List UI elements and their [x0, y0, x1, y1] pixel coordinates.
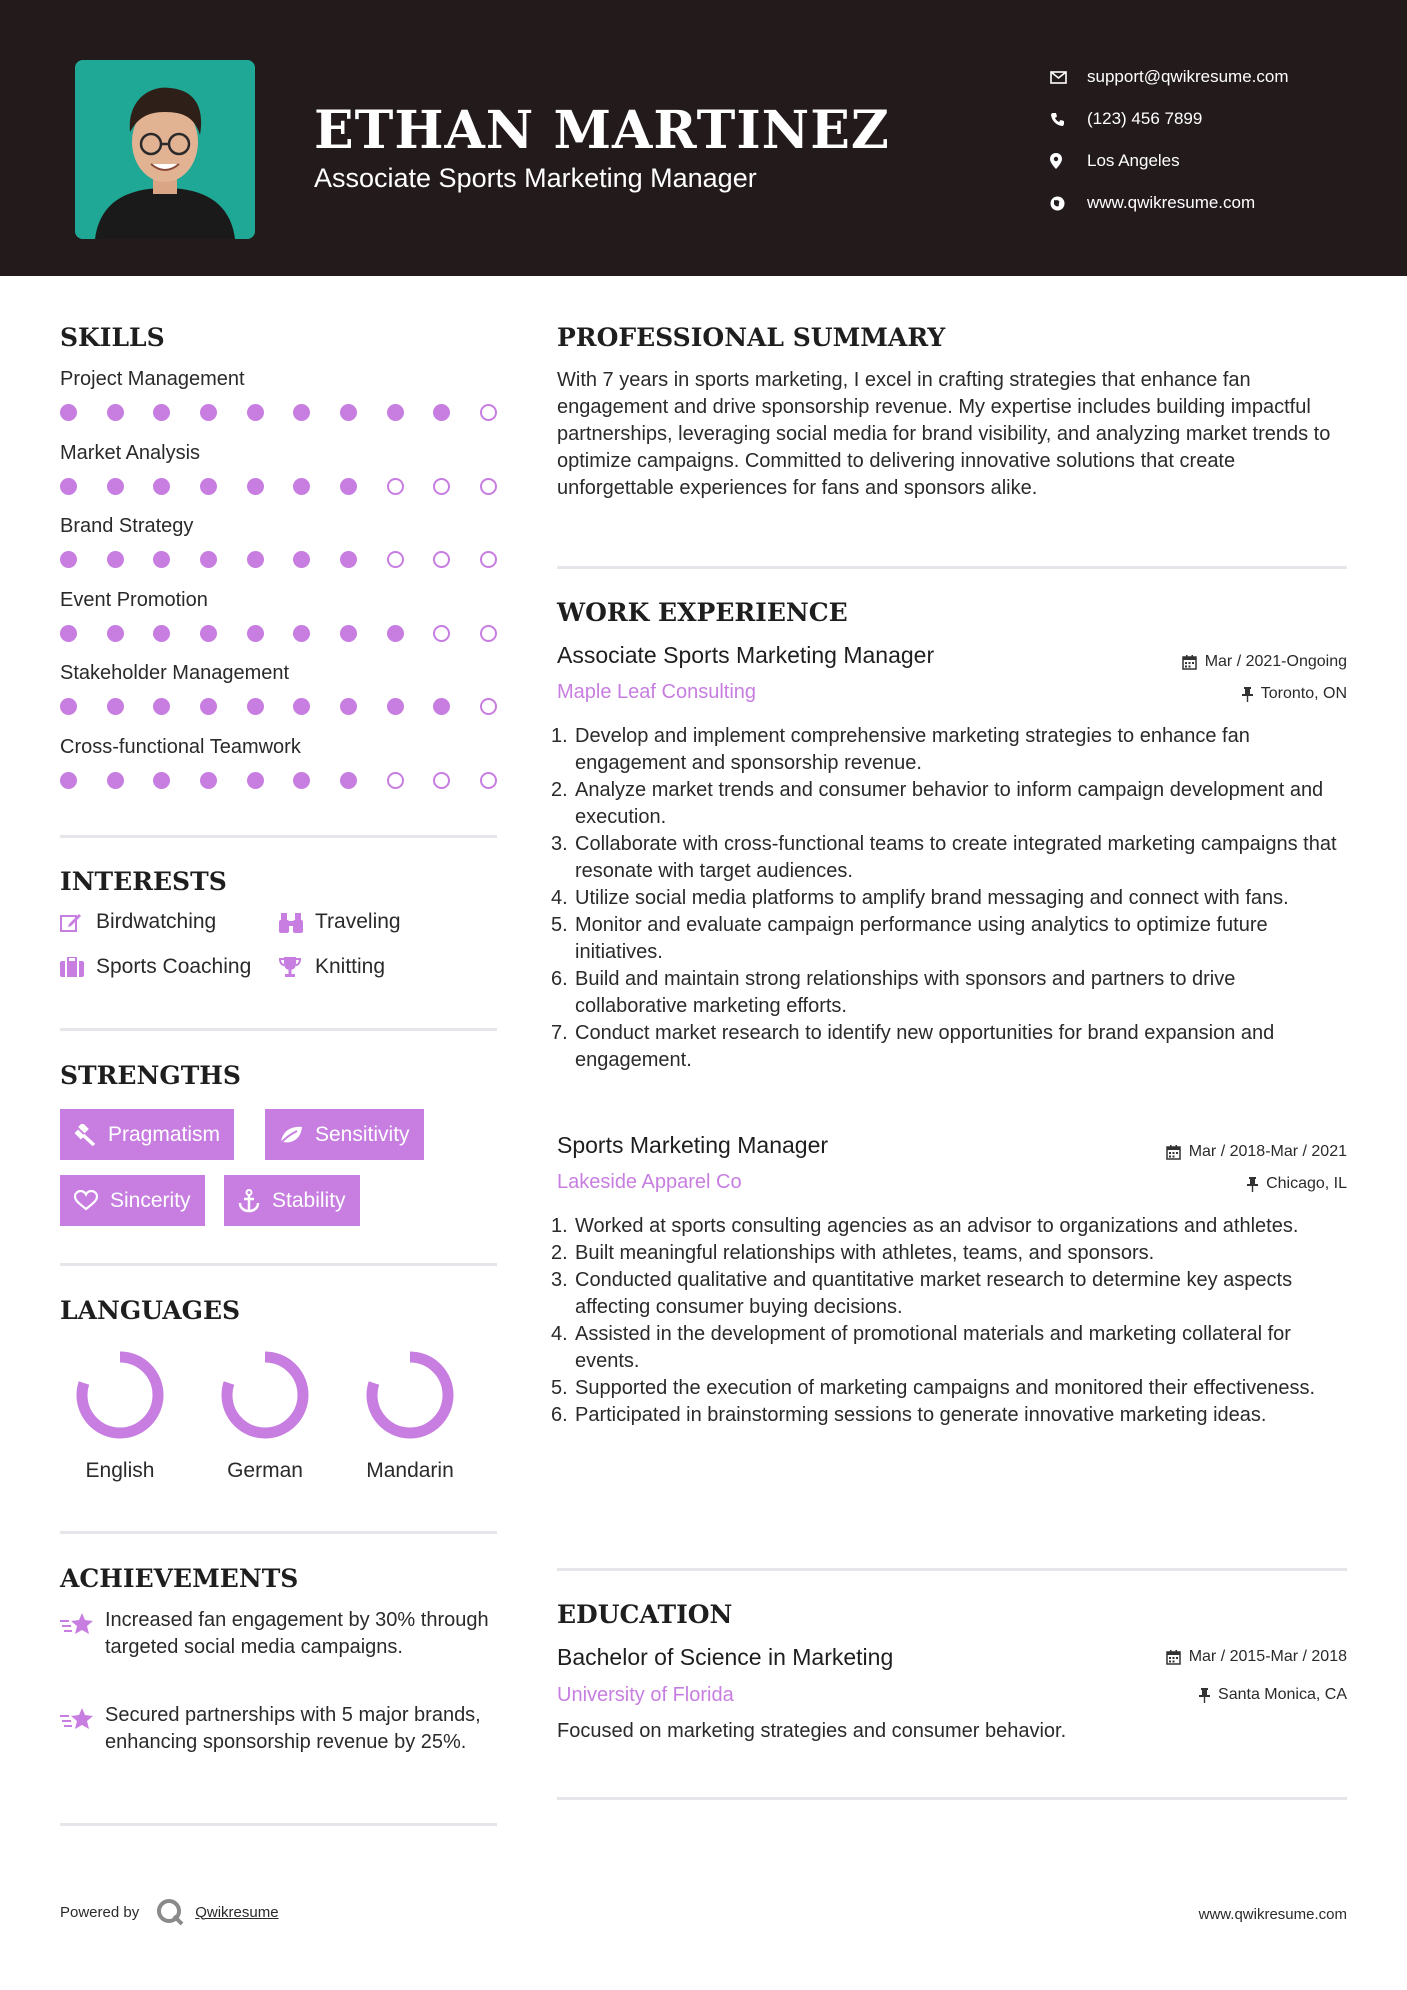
rating-dot-filled — [340, 625, 357, 642]
skills-title: SKILLS — [60, 323, 165, 352]
rating-dot-filled — [153, 772, 170, 789]
avatar-illustration — [75, 60, 255, 239]
skill-item — [60, 662, 497, 715]
language-progress-arc — [227, 1357, 303, 1433]
rating-dot-filled — [247, 404, 264, 421]
education-school: University of Florida — [557, 1684, 734, 1706]
rating-dot-filled — [293, 551, 310, 568]
job-company: Maple Leaf Consulting — [557, 681, 757, 703]
language-progress-ring — [215, 1345, 315, 1445]
rating-dot-empty — [433, 625, 450, 642]
task-item: Develop and implement comprehensive marketing strategies to enhance fan engagement and sponsorship revenue. — [575, 725, 1250, 774]
shooting-star-icon — [60, 1607, 105, 1661]
interests-title: INTERESTS — [60, 867, 227, 896]
education-title: EDUCATION — [557, 1600, 733, 1629]
rating-dot-filled — [293, 698, 310, 715]
skill-name: Stakeholder Management — [60, 662, 290, 684]
footer-powered-by: Powered by Qwikresume — [60, 1897, 279, 1927]
rating-dot-filled — [200, 698, 217, 715]
rating-dot-empty — [480, 404, 497, 421]
divider — [557, 1797, 1347, 1800]
rating-dot-filled — [387, 625, 404, 642]
rating-dot-empty — [387, 551, 404, 568]
rating-dot-filled — [153, 625, 170, 642]
languages-title: LANGUAGES — [60, 1296, 241, 1325]
contact-website[interactable]: www.qwikresume.com — [1050, 182, 1289, 224]
rating-dot-filled — [107, 698, 124, 715]
resume-header — [0, 0, 1407, 276]
rating-dot-empty — [433, 551, 450, 568]
rating-dot-filled — [247, 478, 264, 495]
strengths-title: STRENGTHS — [60, 1061, 241, 1090]
binoculars-icon — [279, 911, 315, 933]
education-degree: Bachelor of Science in Marketing — [557, 1644, 894, 1670]
job-title: Sports Marketing Manager — [557, 1132, 829, 1158]
strength-badge: Pragmatism — [60, 1109, 234, 1160]
contact-phone[interactable]: (123) 456 7899 — [1050, 98, 1289, 140]
task-item: Supported the execution of marketing campaigns and monitored their effectiveness. — [575, 1377, 1316, 1399]
skill-name: Event Promotion — [60, 588, 208, 611]
experience-title: WORK EXPERIENCE — [557, 598, 848, 627]
strength-badge: Sincerity — [60, 1175, 205, 1226]
education-location: Santa Monica, CA — [1199, 1686, 1347, 1704]
rating-dot-filled — [60, 551, 77, 568]
footer-url[interactable]: www.qwikresume.com — [1198, 1906, 1347, 1923]
phone-icon — [1050, 112, 1087, 127]
rating-dot-filled — [247, 772, 264, 789]
rating-dot-filled — [60, 478, 77, 495]
achievement-item: Increased fan engagement by 30% through targeted social media campaigns. — [60, 1607, 497, 1661]
qwikresume-logo-icon — [155, 1897, 185, 1927]
skill-name: Project Management — [60, 368, 245, 390]
task-item: Participated in brainstorming sessions to generate innovative marketing ideas. — [575, 1404, 1267, 1426]
task-item: Worked at sports consulting agencies as an advisor to organizations and athletes. — [575, 1215, 1299, 1237]
leaf-icon — [279, 1125, 303, 1145]
rating-dot-filled — [293, 772, 310, 789]
rating-dot-filled — [433, 698, 450, 715]
job-dates: Mar / 2018-Mar / 2021 — [1166, 1143, 1347, 1161]
job-dates: Mar / 2021-Ongoing — [1182, 653, 1347, 671]
rating-dot-filled — [153, 478, 170, 495]
rating-dot-filled — [153, 551, 170, 568]
skill-name: Market Analysis — [60, 441, 201, 464]
contact-list — [1050, 56, 1289, 224]
shooting-star-icon — [60, 1702, 105, 1756]
edit-icon — [60, 912, 96, 932]
education-dates: Mar / 2015-Mar / 2018 — [1166, 1648, 1347, 1666]
language-progress-ring — [70, 1345, 170, 1445]
achievement-item: Secured partnerships with 5 major brands, enhancing sponsorship revenue by 25%. — [60, 1702, 497, 1756]
rating-dot-filled — [60, 625, 77, 642]
pushpin-icon — [1242, 687, 1253, 702]
gavel-icon — [74, 1124, 96, 1146]
rating-dot-filled — [107, 404, 124, 421]
rating-dot-empty — [387, 478, 404, 495]
task-item: Conduct market research to identify new opportunities for brand expansion and engagement. — [575, 1022, 1275, 1071]
candidate-role: Associate Sports Marketing Manager — [314, 163, 757, 193]
job-task-list — [557, 1213, 1350, 1429]
contact-location: Los Angeles — [1050, 140, 1289, 182]
divider — [60, 835, 497, 838]
strength-badge: Stability — [224, 1175, 360, 1226]
skill-rating — [60, 404, 497, 421]
rating-dot-filled — [293, 404, 310, 421]
rating-dot-filled — [433, 404, 450, 421]
rating-dot-filled — [247, 625, 264, 642]
task-item: Assisted in the development of promotional materials and marketing collateral for events. — [575, 1323, 1291, 1372]
rating-dot-filled — [293, 625, 310, 642]
rating-dot-filled — [153, 404, 170, 421]
rating-dot-empty — [480, 625, 497, 642]
job-company: Lakeside Apparel Co — [557, 1171, 742, 1193]
skill-item — [60, 589, 497, 642]
rating-dot-filled — [340, 698, 357, 715]
interest-item: Traveling — [279, 910, 401, 934]
calendar-icon — [1182, 655, 1197, 670]
skill-rating — [60, 478, 497, 495]
skill-rating — [60, 698, 497, 715]
rating-dot-filled — [293, 478, 310, 495]
strength-badge: Sensitivity — [265, 1109, 424, 1160]
skill-name: Cross-functional Teamwork — [60, 735, 301, 758]
contact-email[interactable]: support@qwikresume.com — [1050, 56, 1289, 98]
language-progress-arc — [372, 1357, 448, 1433]
job-task-list — [557, 723, 1350, 1074]
interest-item: Sports Coaching — [60, 955, 251, 979]
rating-dot-filled — [387, 404, 404, 421]
task-item: Utilize social media platforms to amplify brand messaging and connect with fans. — [575, 887, 1289, 909]
rating-dot-filled — [387, 698, 404, 715]
rating-dot-empty — [433, 478, 450, 495]
rating-dot-empty — [387, 772, 404, 789]
skill-rating — [60, 551, 497, 568]
language-name: Mandarin — [366, 1459, 454, 1482]
map-pin-icon — [1050, 153, 1087, 169]
skill-rating — [60, 625, 497, 642]
rating-dot-filled — [200, 772, 217, 789]
rating-dot-filled — [247, 698, 264, 715]
rating-dot-filled — [200, 478, 217, 495]
language-item — [205, 1345, 325, 1483]
rating-dot-filled — [340, 478, 357, 495]
rating-dot-filled — [107, 551, 124, 568]
language-progress-ring — [360, 1345, 460, 1445]
job-location: Chicago, IL — [1247, 1175, 1347, 1193]
task-item: Conducted qualitative and quantitative market research to determine key aspects affecting consumer buying decisions. — [575, 1269, 1293, 1318]
calendar-icon — [1166, 1650, 1181, 1665]
divider — [557, 566, 1347, 569]
language-item — [60, 1345, 180, 1483]
rating-dot-empty — [480, 772, 497, 789]
rating-dot-filled — [60, 698, 77, 715]
summary-text: With 7 years in sports marketing, I excel in crafting strategies that enhance fan engagement and drive sponsorship revenue. My expertise includes building impactful partnerships, leveraging social media for brand visibility, and analyzing market trends to optimize campaigns. Committed to delivering innovative solutions that create unforgettable experiences for fans and sponsors alike. — [557, 369, 1331, 499]
skill-item — [60, 736, 497, 789]
interest-item: Birdwatching — [60, 910, 216, 934]
divider — [60, 1028, 497, 1031]
job-title: Associate Sports Marketing Manager — [557, 642, 935, 668]
pushpin-icon — [1247, 1177, 1258, 1192]
rating-dot-filled — [107, 625, 124, 642]
language-item — [350, 1345, 470, 1483]
skill-item — [60, 442, 497, 495]
education-description: Focused on marketing strategies and consumer behavior. — [557, 1720, 1067, 1742]
globe-icon — [1050, 196, 1087, 211]
divider — [60, 1531, 497, 1534]
skill-item — [60, 515, 497, 568]
rating-dot-filled — [60, 404, 77, 421]
rating-dot-filled — [153, 698, 170, 715]
rating-dot-empty — [433, 772, 450, 789]
summary-title: PROFESSIONAL SUMMARY — [557, 323, 946, 352]
rating-dot-filled — [340, 404, 357, 421]
task-item: Analyze market trends and consumer behavior to inform campaign development and execution. — [575, 779, 1324, 828]
rating-dot-filled — [107, 772, 124, 789]
language-name: English — [85, 1459, 155, 1482]
rating-dot-empty — [480, 698, 497, 715]
divider — [60, 1263, 497, 1266]
pushpin-icon — [1199, 1688, 1210, 1703]
rating-dot-empty — [480, 551, 497, 568]
calendar-icon — [1166, 1145, 1181, 1160]
skill-item — [60, 368, 497, 421]
skill-name: Brand Strategy — [60, 515, 194, 537]
rating-dot-filled — [200, 404, 217, 421]
envelope-icon — [1050, 71, 1087, 84]
task-item: Collaborate with cross-functional teams to create integrated marketing campaigns that resonate with target audiences. — [575, 833, 1337, 882]
job-location: Toronto, ON — [1242, 685, 1347, 703]
rating-dot-empty — [480, 478, 497, 495]
qwikresume-link[interactable]: Qwikresume — [195, 1903, 279, 1921]
rating-dot-filled — [200, 551, 217, 568]
rating-dot-filled — [340, 772, 357, 789]
anchor-icon — [238, 1189, 260, 1213]
rating-dot-filled — [200, 625, 217, 642]
task-item: Monitor and evaluate campaign performance using analytics to optimize future initiatives. — [575, 914, 1268, 963]
divider — [60, 1823, 497, 1826]
achievements-title: ACHIEVEMENTS — [60, 1564, 299, 1593]
suitcase-icon — [60, 957, 96, 977]
rating-dot-filled — [60, 772, 77, 789]
task-item: Build and maintain strong relationships with sponsors and partners to drive collaborative marketing efforts. — [575, 968, 1236, 1017]
skill-rating — [60, 772, 497, 789]
divider — [557, 1568, 1347, 1571]
language-progress-arc — [82, 1357, 158, 1433]
trophy-icon — [279, 956, 315, 978]
rating-dot-filled — [340, 551, 357, 568]
heart-icon — [74, 1190, 98, 1211]
rating-dot-filled — [107, 478, 124, 495]
language-name: German — [227, 1459, 303, 1482]
profile-photo — [75, 60, 255, 239]
task-item: Built meaningful relationships with athletes, teams, and sponsors. — [575, 1242, 1155, 1264]
candidate-name: ETHAN MARTINEZ — [314, 100, 890, 161]
rating-dot-filled — [247, 551, 264, 568]
interest-item: Knitting — [279, 955, 385, 979]
